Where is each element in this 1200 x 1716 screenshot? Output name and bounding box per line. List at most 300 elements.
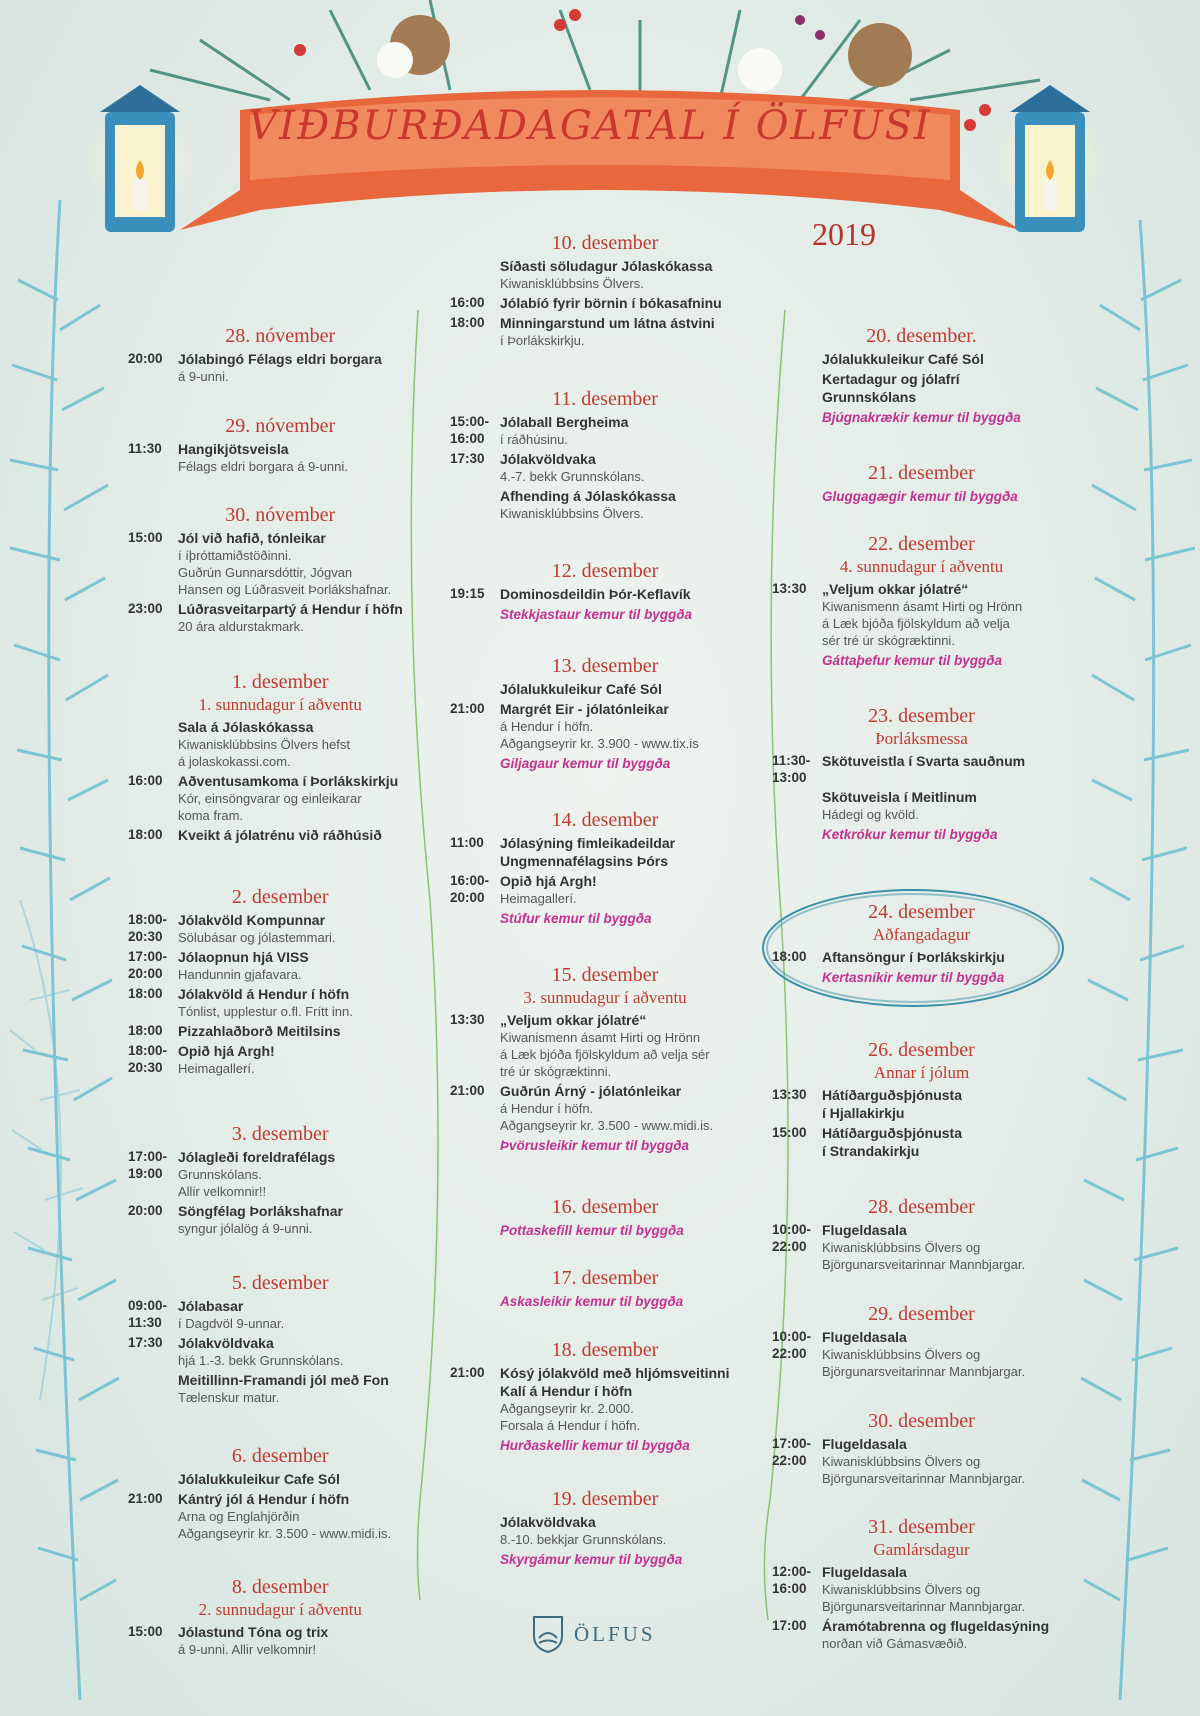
day-date: 30. nóvember — [225, 504, 336, 526]
event-item — [128, 1490, 433, 1542]
yule-lad-note: Askasleikir kemur til byggða — [500, 1294, 684, 1309]
event-description: Kiwanismenn ásamt Hirti og Hrönn á Læk bjóða fjölskyldum að velja sér tré úr skógræktinni. — [500, 1030, 710, 1079]
event-item — [128, 1623, 433, 1658]
event-title: „Veljum okkar jólatré“ — [500, 1012, 647, 1028]
day-date: 30. desember — [868, 1410, 975, 1432]
day-block — [450, 1266, 770, 1312]
event-item — [450, 314, 770, 349]
event-item — [450, 834, 770, 870]
event-item — [450, 294, 770, 312]
event-time: 20:00 — [128, 1203, 163, 1218]
event-title: Margrét Eir - jólatónleikar — [500, 701, 669, 717]
day-block — [450, 231, 770, 349]
event-body — [178, 1022, 433, 1040]
event-item — [450, 1011, 770, 1080]
event-time: 10:00- 22:00 — [772, 1222, 812, 1254]
event-title: Meitillinn-Framandi jól með Fon — [178, 1372, 389, 1388]
olfus-logo — [530, 1614, 656, 1654]
day-block — [772, 704, 1072, 845]
event-body — [178, 1148, 433, 1200]
event-description: Kiwanismenn ásamt Hirti og Hrönn á Læk bjóða fjölskyldum að velja sér tré úr skógræktinni. — [822, 599, 1023, 648]
yule-lad-note: Kertasníkir kemur til byggða — [822, 970, 1005, 985]
event-item — [128, 911, 433, 946]
event-description: Arna og Englahjörðin Aðgangseyrir kr. 3.500 - www.midi.is. — [178, 1509, 392, 1541]
event-title: Skötuveistla í Svarta sauðnum — [822, 753, 1026, 769]
event-description: Kiwanisklúbbsins Ölvers og Björgunarsveitarinnar Mannbjargar. — [822, 1454, 1026, 1486]
event-item — [128, 1042, 433, 1077]
day-block — [450, 387, 770, 522]
event-item — [772, 1328, 1072, 1380]
event-title: Söngfélag Þorlákshafnar — [178, 1203, 343, 1219]
event-body — [822, 752, 1072, 786]
event-body — [178, 985, 433, 1020]
day-block — [450, 654, 770, 774]
event-body — [500, 314, 770, 349]
event-item — [450, 257, 770, 292]
event-item — [772, 370, 1072, 406]
day-date: 23. desember — [868, 705, 975, 727]
day-date: 31. desember — [868, 1516, 975, 1538]
yule-lad-note: Þvörusleikir kemur til byggða — [500, 1138, 690, 1153]
event-time: 11:30- 13:00 — [772, 753, 811, 785]
day-block — [450, 559, 770, 625]
event-time: 21:00 — [450, 1365, 485, 1380]
event-title: Jólakvöldvaka — [178, 1335, 274, 1351]
day-block — [772, 1038, 1072, 1160]
event-time: 20:00 — [128, 351, 163, 366]
event-body — [500, 413, 770, 448]
event-title: Jólalukkuleikur Café Sól — [822, 351, 984, 367]
event-title: Hangikjötsveisla — [178, 441, 289, 457]
event-item — [128, 772, 433, 824]
event-title: Jólasýning fimleikadeildar Ungmennafélagsins Þórs — [500, 835, 676, 869]
event-body — [500, 1513, 770, 1548]
event-item — [450, 1364, 770, 1434]
event-title: Jólagleði foreldrafélags — [178, 1149, 336, 1165]
event-item — [772, 1124, 1072, 1160]
day-date: 11. desember — [552, 388, 658, 410]
day-block — [128, 1122, 433, 1237]
event-body — [500, 487, 770, 522]
event-time: 10:00- 22:00 — [772, 1329, 812, 1361]
day-block — [772, 900, 1072, 988]
day-block — [772, 1302, 1072, 1380]
day-subtitle: Gamlársdagur — [873, 1540, 970, 1559]
event-item — [128, 1202, 433, 1237]
event-time: 17:30 — [450, 451, 485, 466]
yule-lad-note: Hurðaskellir kemur til byggða — [500, 1438, 690, 1453]
event-title: Opið hjá Argh! — [178, 1043, 275, 1059]
event-title: Minningarstund um látna ástvini — [500, 315, 715, 331]
event-title: Pizzahlaðborð Meitilsins — [178, 1023, 341, 1039]
event-body — [500, 294, 770, 312]
event-body — [500, 1082, 770, 1134]
day-date: 17. desember — [551, 1267, 659, 1289]
event-title: Jólakvöldvaka — [500, 451, 596, 467]
left-fern-icon — [10, 200, 119, 1700]
day-block — [128, 324, 433, 385]
event-body — [500, 1011, 770, 1080]
event-body — [178, 600, 433, 635]
event-description: syngur jólalög á 9-unni. — [178, 1221, 313, 1236]
event-time: 17:00- 19:00 — [128, 1149, 168, 1181]
event-time: 16:00- 20:00 — [450, 873, 490, 905]
event-item — [450, 680, 770, 698]
event-description: Kiwanisklúbbsins Ölvers. — [500, 276, 644, 291]
event-time: 19:15 — [450, 586, 485, 601]
event-body — [822, 1435, 1072, 1487]
event-title: Kántrý jól á Hendur í höfn — [178, 1491, 350, 1507]
event-body — [178, 1470, 433, 1488]
event-body — [500, 585, 770, 603]
day-date: 12. desember — [551, 560, 659, 582]
event-time — [128, 718, 178, 770]
event-description: Sölubásar og jólastemmari. — [178, 930, 336, 945]
day-date: 24. desember — [868, 901, 975, 923]
event-body — [178, 1334, 433, 1369]
event-description: Hádegi og kvöld. — [822, 807, 919, 822]
day-block — [772, 324, 1072, 428]
event-time — [450, 487, 500, 522]
event-body — [822, 1124, 1072, 1160]
event-time: 18:00 — [772, 949, 807, 964]
olfus-crest-icon — [530, 1614, 566, 1654]
event-item — [450, 585, 770, 603]
event-title: Guðrún Árný - jólatónleikar — [500, 1083, 682, 1099]
event-time — [772, 370, 822, 406]
day-block — [450, 963, 770, 1156]
event-description: á 9-unni. Allir velkomnir! — [178, 1642, 316, 1657]
event-title: Aðventusamkoma í Þorlákskirkju — [178, 773, 399, 789]
day-date: 21. desember — [868, 462, 975, 484]
day-subtitle: Þorláksmessa — [875, 729, 968, 748]
day-block — [450, 1338, 770, 1456]
event-title: Jólabingó Félags eldri borgara — [178, 351, 382, 367]
day-block — [128, 885, 433, 1077]
yule-lad-note: Ketkrókur kemur til byggða — [822, 827, 998, 842]
event-description: í íþróttamiðstöðinni. Guðrún Gunnarsdóttir, Jógvan Hansen og Lúðrasveit Þorlákshafnar. — [178, 548, 392, 597]
event-body — [822, 350, 1072, 368]
event-description: norðan við Gámasvæðið. — [822, 1636, 968, 1651]
event-time: 23:00 — [128, 601, 163, 616]
yule-lad-note: Stekkjastaur kemur til byggða — [500, 607, 693, 622]
event-item — [128, 440, 433, 475]
event-body — [178, 948, 433, 983]
day-date: 5. desember — [231, 1272, 329, 1294]
event-item — [128, 1470, 433, 1488]
yule-lad-note: Giljagaur kemur til byggða — [500, 756, 671, 771]
event-title: Jólakvöld Kompunnar — [178, 912, 326, 928]
event-title: Jólabíó fyrir börnin í bókasafninu — [500, 295, 722, 311]
day-date: 16. desember — [551, 1196, 659, 1218]
event-time: 17:00- 20:00 — [128, 949, 168, 981]
event-title: Jólabasar — [178, 1298, 244, 1314]
day-date: 3. desember — [231, 1123, 329, 1145]
event-item — [772, 1086, 1072, 1122]
event-body — [178, 718, 433, 770]
event-description: Kiwanisklúbbsins Ölvers. — [500, 506, 644, 521]
event-title: Afhending á Jólaskókassa — [500, 488, 676, 504]
event-title: Áramótabrenna og flugeldasýning — [822, 1618, 1050, 1634]
event-item — [450, 450, 770, 485]
event-time — [128, 1371, 178, 1406]
event-description: Tónlist, upplestur o.fl. Frítt inn. — [178, 1004, 353, 1019]
event-title: Skötuveisla í Meitlinum — [822, 789, 977, 805]
day-date: 18. desember — [551, 1339, 659, 1361]
event-time: 21:00 — [450, 701, 485, 716]
event-body — [500, 450, 770, 485]
day-date: 19. desember — [551, 1488, 659, 1510]
event-body — [178, 1042, 433, 1077]
event-description: í Dagdvöl 9-unnar. — [178, 1316, 285, 1331]
event-description: Kiwanisklúbbsins Ölvers og Björgunarsveitarinnar Mannbjargar. — [822, 1347, 1026, 1379]
event-description: Tælenskur matur. — [178, 1390, 280, 1405]
event-item — [128, 718, 433, 770]
event-time — [772, 350, 822, 368]
event-body — [500, 1364, 770, 1434]
event-body — [178, 772, 433, 824]
event-time: 16:00 — [128, 773, 163, 788]
event-time: 21:00 — [450, 1083, 485, 1098]
event-description: Kiwanisklúbbsins Ölvers og Björgunarsveitarinnar Mannbjargar. — [822, 1240, 1026, 1272]
event-time — [450, 257, 500, 292]
event-title: Hátíðarguðsþjónusta í Strandakirkju — [822, 1125, 963, 1159]
calendar-year: 2019 — [812, 216, 876, 252]
event-time — [450, 1513, 500, 1548]
event-body — [178, 350, 433, 385]
event-item — [128, 1334, 433, 1369]
event-title: Jólakvöldvaka — [500, 1514, 596, 1530]
event-body — [178, 826, 433, 844]
event-body — [822, 370, 1072, 406]
event-body — [822, 1086, 1072, 1122]
event-title: Jólaball Bergheima — [500, 414, 629, 430]
event-time: 18:00- 20:30 — [128, 1043, 168, 1075]
event-body — [500, 834, 770, 870]
day-date: 8. desember — [231, 1576, 329, 1598]
event-title: Lúðrasveitarpartý á Hendur í höfn — [178, 601, 403, 617]
event-time: 15:00 — [128, 530, 163, 545]
event-title: Síðasti söludagur Jólaskókassa — [500, 258, 713, 274]
event-time: 17:30 — [128, 1335, 163, 1350]
event-time: 11:00 — [450, 835, 484, 850]
event-body — [500, 257, 770, 292]
event-item — [450, 1513, 770, 1548]
event-title: „Veljum okkar jólatré“ — [822, 581, 969, 597]
event-time — [128, 1470, 178, 1488]
event-description: Heimagallerí. — [178, 1061, 255, 1076]
event-item — [450, 487, 770, 522]
day-subtitle: 3. sunnudagur í aðventu — [523, 988, 687, 1007]
day-date: 28. nóvember — [225, 325, 336, 347]
event-body — [822, 580, 1072, 649]
event-body — [178, 440, 433, 475]
event-title: Opið hjá Argh! — [500, 873, 597, 889]
event-description: Kór, einsöngvarar og einleikarar koma fram. — [178, 791, 362, 823]
day-date: 29. desember — [868, 1303, 975, 1325]
event-body — [178, 1202, 433, 1237]
yule-lad-note: Pottaskefill kemur til byggða — [500, 1223, 684, 1238]
event-description: Handunnin gjafavara. — [178, 967, 302, 982]
event-item — [128, 1371, 433, 1406]
event-body — [178, 529, 433, 598]
event-title: Jólaopnun hjá VISS — [178, 949, 309, 965]
day-block — [128, 503, 433, 635]
day-subtitle: 2. sunnudagur í aðventu — [198, 1600, 362, 1619]
event-description: hjá 1.-3. bekk Grunnskólans. — [178, 1353, 344, 1368]
yule-lad-note: Gáttaþefur kemur til byggða — [822, 653, 1003, 668]
day-date: 14. desember — [551, 809, 659, 831]
day-date: 15. desember — [551, 964, 659, 986]
event-item — [772, 1435, 1072, 1487]
event-title: Flugeldasala — [822, 1564, 907, 1580]
event-item — [128, 948, 433, 983]
day-subtitle: 1. sunnudagur í aðventu — [198, 695, 362, 714]
event-body — [178, 1371, 433, 1406]
event-time: 13:30 — [772, 1087, 807, 1102]
event-time: 17:00 — [772, 1618, 807, 1633]
day-block — [128, 1575, 433, 1658]
event-title: Flugeldasala — [822, 1329, 907, 1345]
event-item — [450, 413, 770, 448]
day-block — [772, 532, 1072, 671]
right-fern-icon — [1081, 220, 1195, 1700]
event-title: Flugeldasala — [822, 1436, 907, 1452]
event-item — [772, 752, 1072, 786]
day-date: 2. desember — [231, 886, 329, 908]
event-body — [822, 948, 1072, 966]
event-title: Dominosdeildin Þór-Keflavík — [500, 586, 691, 602]
day-block — [128, 670, 433, 844]
event-item — [772, 1563, 1072, 1615]
event-item — [450, 1082, 770, 1134]
event-body — [822, 1563, 1072, 1615]
yule-lad-note: Skyrgámur kemur til byggða — [500, 1552, 683, 1567]
day-subtitle: 4. sunnudagur í aðventu — [839, 557, 1004, 576]
event-time: 13:30 — [450, 1012, 485, 1027]
day-subtitle: Annar í jólum — [873, 1063, 970, 1082]
day-block — [128, 1444, 433, 1542]
event-description: á Hendur í höfn. Aðgangseyrir kr. 3.900 - www.tix.is — [500, 719, 699, 751]
event-item — [128, 826, 433, 844]
event-item — [772, 350, 1072, 368]
event-time: 18:00- 20:30 — [128, 912, 168, 944]
day-date: 29. nóvember — [225, 415, 336, 437]
event-item — [772, 788, 1072, 823]
event-time: 13:30 — [772, 581, 807, 596]
event-title: Kertadagur og jólafrí Grunnskólans — [822, 371, 960, 405]
day-date: 28. desember — [868, 1196, 975, 1218]
event-body — [500, 872, 770, 907]
event-description: í ráðhúsinu. — [500, 432, 568, 447]
yule-lad-note: Stúfur kemur til byggða — [500, 911, 652, 926]
event-time — [450, 680, 500, 698]
event-time: 11:30 — [128, 441, 162, 456]
day-date: 26. desember — [868, 1039, 975, 1061]
day-date: 10. desember — [551, 232, 659, 254]
yule-lad-note: Gluggagægir kemur til byggða — [822, 489, 1018, 504]
event-title: Jólakvöld á Hendur í höfn — [178, 986, 350, 1002]
event-description: Heimagallerí. — [500, 891, 577, 906]
event-body — [178, 1297, 433, 1332]
day-block — [128, 414, 433, 475]
event-time: 18:00 — [128, 1023, 163, 1038]
event-title: Jólalukkuleikur Café Sól — [500, 681, 662, 697]
event-title: Sala á Jólaskókassa — [178, 719, 314, 735]
event-item — [128, 1297, 433, 1332]
day-block — [450, 808, 770, 929]
day-date: 13. desember — [551, 655, 659, 677]
event-item — [450, 700, 770, 752]
event-item — [772, 948, 1072, 966]
day-date: 1. desember — [231, 671, 329, 693]
lantern-right-icon — [995, 85, 1105, 232]
day-date: 20. desember. — [866, 325, 977, 347]
event-time: 17:00- 22:00 — [772, 1436, 812, 1468]
event-description: í Þorlákskirkju. — [500, 333, 585, 348]
event-description: 8.-10. bekkjar Grunnskólans. — [500, 1532, 667, 1547]
event-item — [128, 1148, 433, 1200]
event-title: Kveikt á jólatrénu við ráðhúsið — [178, 827, 382, 843]
event-body — [822, 788, 1072, 823]
event-description: Kiwanisklúbbsins Ölvers og Björgunarsveitarinnar Mannbjargar. — [822, 1582, 1026, 1614]
event-body — [500, 700, 770, 752]
event-description: á Hendur í höfn. Aðgangseyrir kr. 3.500 - www.midi.is. — [500, 1101, 714, 1133]
day-block — [772, 461, 1072, 507]
event-time: 09:00- 11:30 — [128, 1298, 168, 1330]
day-block — [772, 1195, 1072, 1273]
day-block — [772, 1515, 1072, 1652]
event-description: 4.-7. bekk Grunnskólans. — [500, 469, 645, 484]
event-body — [500, 680, 770, 698]
event-title: Jólastund Tóna og trix — [178, 1624, 329, 1640]
event-item — [772, 1617, 1072, 1652]
event-title: Aftansöngur í Þorlákskirkju — [822, 949, 1005, 965]
event-time: 15:00- 16:00 — [450, 414, 490, 446]
event-time: 12:00- 16:00 — [772, 1564, 812, 1596]
event-item — [128, 985, 433, 1020]
event-title: Jólalukkuleikur Cafe Sól — [178, 1471, 340, 1487]
event-body — [178, 911, 433, 946]
event-body — [178, 1490, 433, 1542]
event-title: Flugeldasala — [822, 1222, 907, 1238]
event-body — [178, 1623, 433, 1658]
event-body — [822, 1221, 1072, 1273]
day-block — [450, 1195, 770, 1241]
event-item — [128, 600, 433, 635]
event-time: 15:00 — [128, 1624, 163, 1639]
event-item — [450, 872, 770, 907]
event-time: 15:00 — [772, 1125, 807, 1140]
event-time: 21:00 — [128, 1491, 163, 1506]
yule-lad-note: Bjúgnakrækir kemur til byggða — [822, 410, 1021, 425]
page-title: VIÐBURÐADAGATAL Í ÖLFUSI — [248, 103, 932, 149]
day-block — [128, 1271, 433, 1406]
event-item — [128, 350, 433, 385]
event-body — [822, 1328, 1072, 1380]
event-description: Kiwanisklúbbsins Ölvers hefst á jolaskokassi.com. — [178, 737, 350, 769]
lantern-left-icon — [85, 85, 195, 232]
logo-text: ÖLFUS — [574, 1621, 656, 1646]
event-description: Félags eldri borgara á 9-unni. — [178, 459, 348, 474]
event-title: Kósý jólakvöld með hljómsveitinni Kalí á Hendur í höfn — [500, 1365, 730, 1399]
event-item — [128, 529, 433, 598]
event-item — [128, 1022, 433, 1040]
event-item — [772, 580, 1072, 649]
event-time — [772, 788, 822, 823]
day-block — [772, 1409, 1072, 1487]
event-description: 20 ára aldurstakmark. — [178, 619, 304, 634]
